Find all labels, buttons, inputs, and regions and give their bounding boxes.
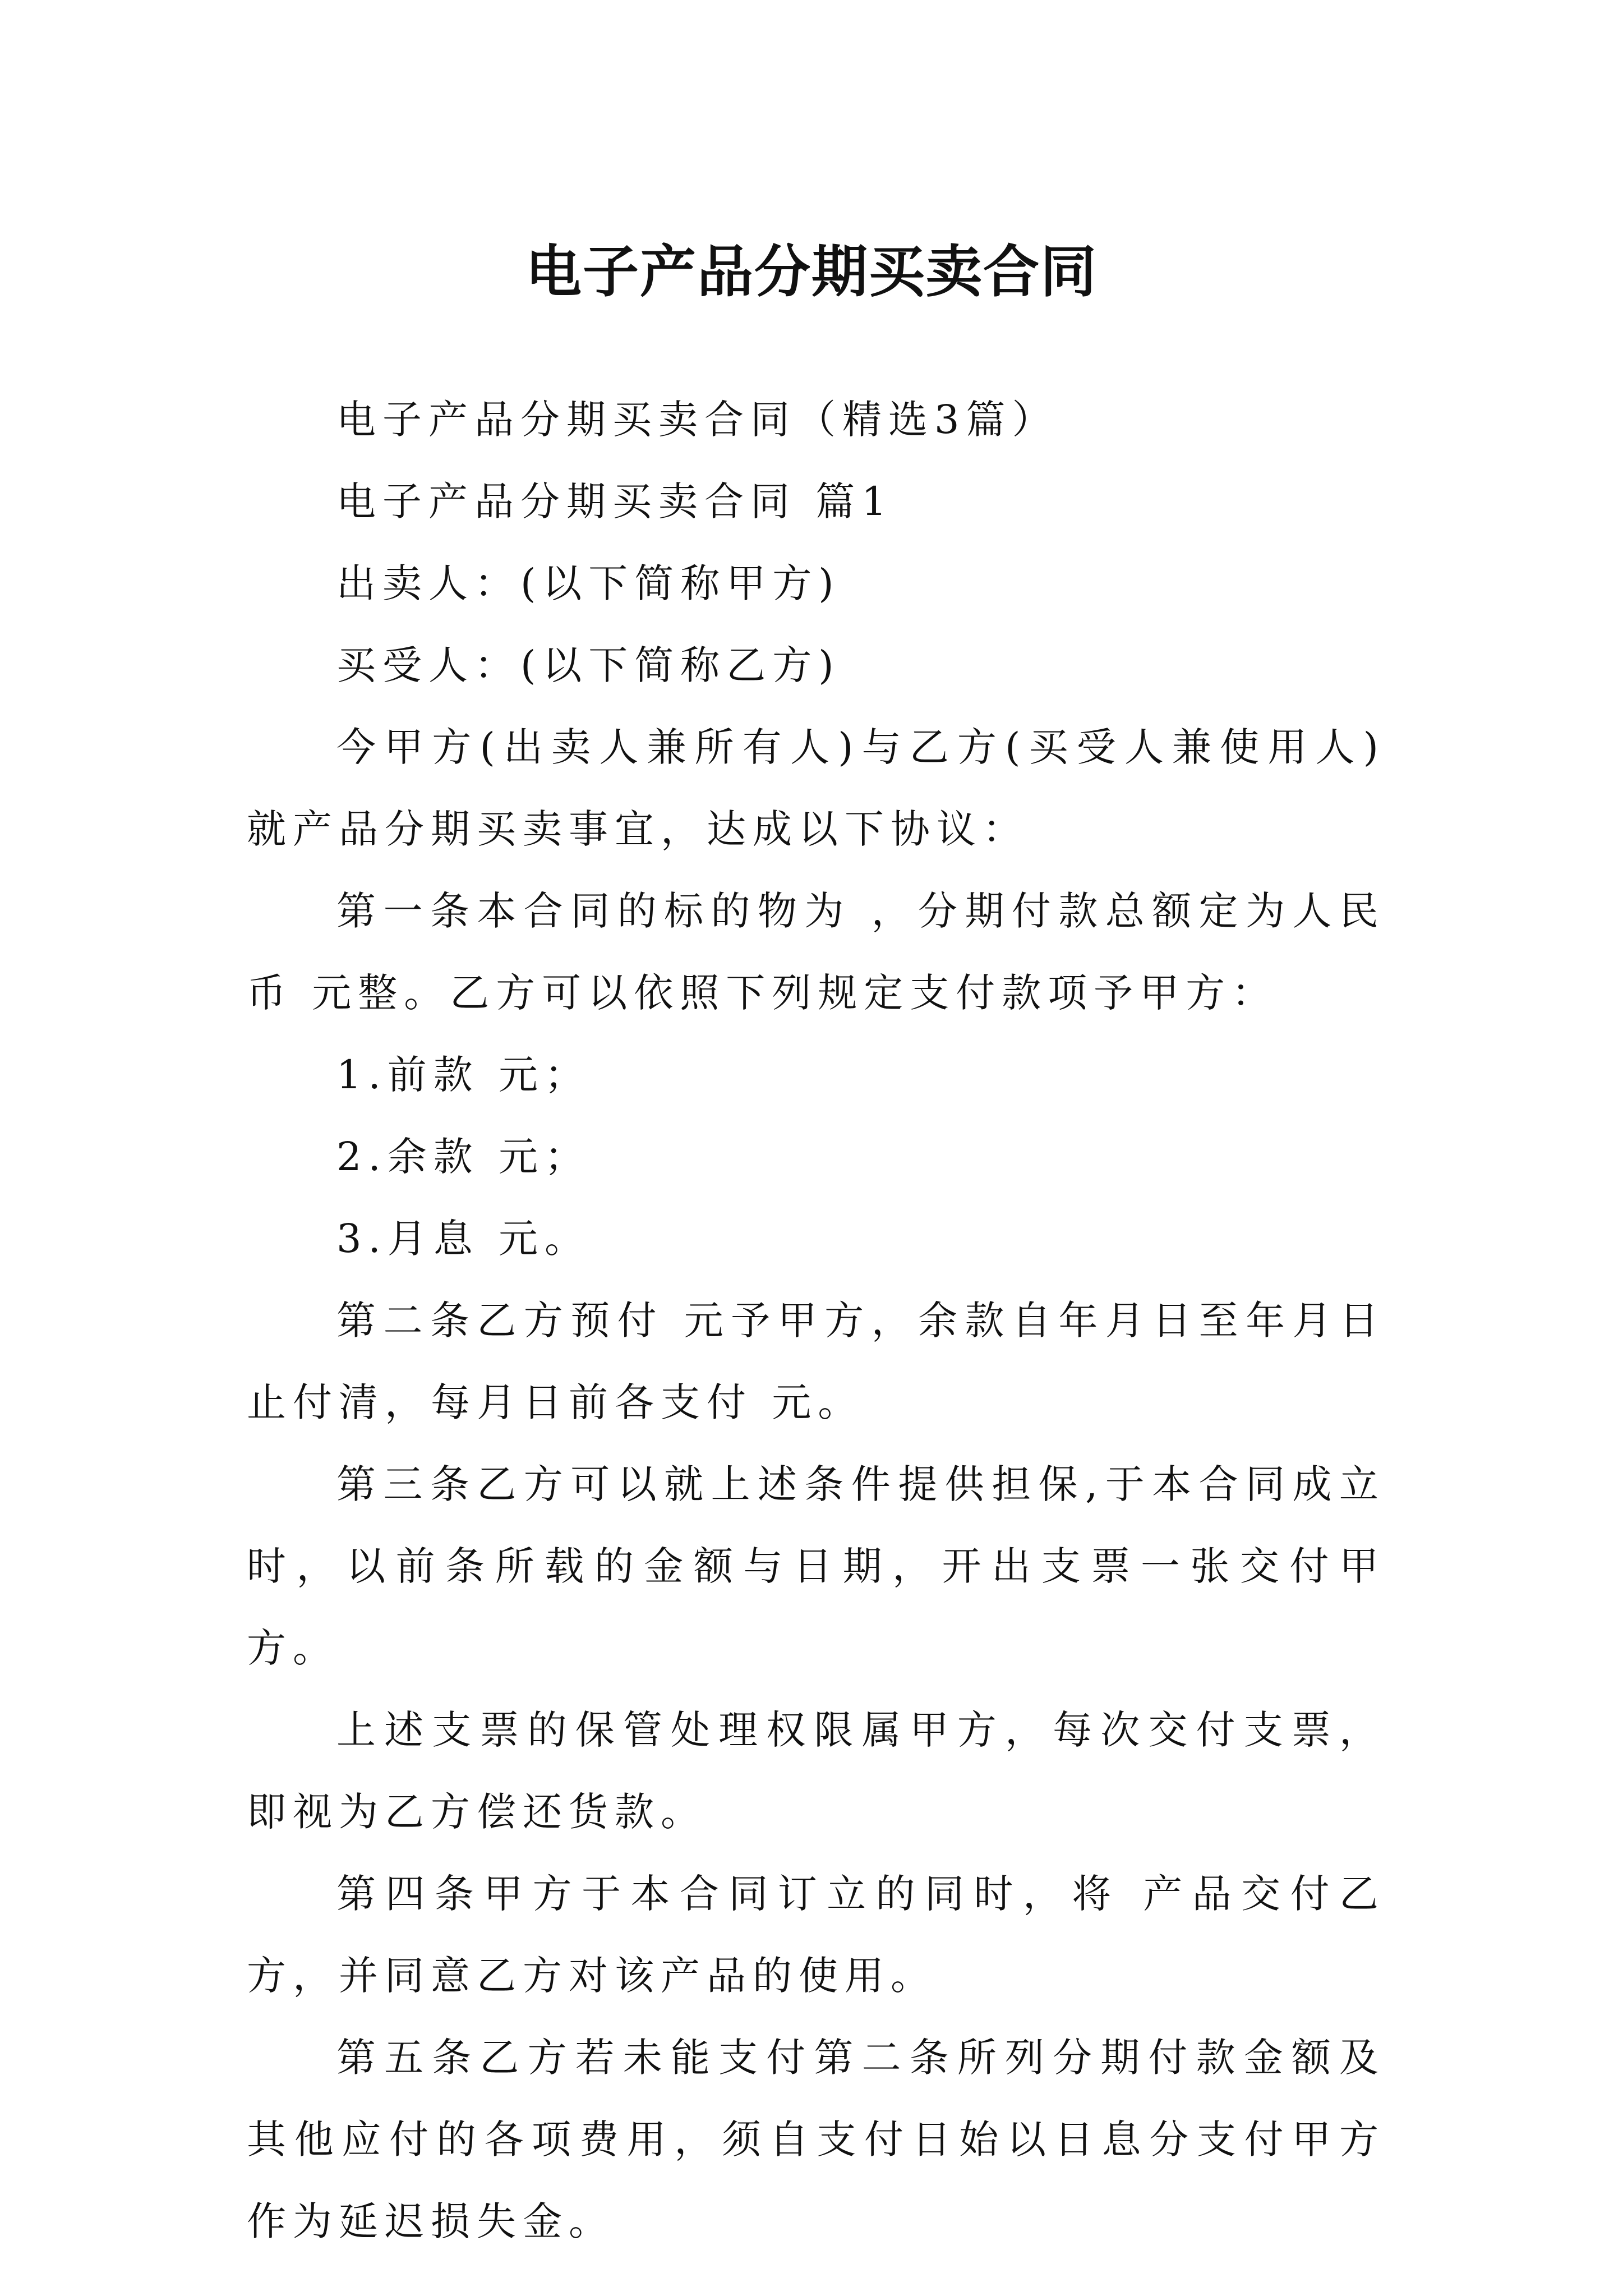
paragraph-article-4: 第四条甲方于本合同订立的同时，将 产品交付乙方，并同意乙方对该产品的使用。 xyxy=(247,1871,1385,1999)
paragraph-section-heading: 电子产品分期买卖合同 篇1 xyxy=(336,478,893,524)
paragraph-seller: 出卖人：(以下简称甲方) xyxy=(336,560,841,606)
paragraph-article-2: 第二条乙方预付 元予甲方，余款自年月日至年月日止付清，每月日前各支付 元。 xyxy=(247,1297,1385,1425)
paragraph-subtitle: 电子产品分期买卖合同（精选3篇） xyxy=(336,397,1058,443)
paragraph-article-1: 第一条本合同的标的物为 ，分期付款总额定为人民币 元整。乙方可以依照下列规定支付款项予甲方： xyxy=(247,888,1385,1016)
document-title: 电子产品分期买卖合同 xyxy=(525,239,1098,305)
document-body xyxy=(247,379,1385,2262)
paragraph-item-2: 2.余款 元； xyxy=(336,1134,591,1180)
paragraph-preamble: 今甲方(出卖人兼所有人)与乙方(买受人兼使用人)就产品分期买卖事宜，达成以下协议： xyxy=(247,724,1385,852)
paragraph-item-3: 3.月息 元。 xyxy=(336,1216,591,1262)
paragraph-article-5: 第五条乙方若未能支付第二条所列分期付款金额及其他应付的各项费用，须自支付日始以日息分支付甲方作为延迟损失金。 xyxy=(247,2035,1385,2244)
paragraph-buyer: 买受人：(以下简称乙方) xyxy=(336,642,841,688)
paragraph-check-custody: 上述支票的保管处理权限属甲方，每次交付支票，即视为乙方偿还货款。 xyxy=(247,1707,1385,1835)
paragraph-item-1: 1.前款 元； xyxy=(336,1052,591,1098)
paragraph-article-3: 第三条乙方可以就上述条件提供担保,于本合同成立时，以前条所载的金额与日期，开出支票一张交付甲方。 xyxy=(247,1461,1385,1671)
